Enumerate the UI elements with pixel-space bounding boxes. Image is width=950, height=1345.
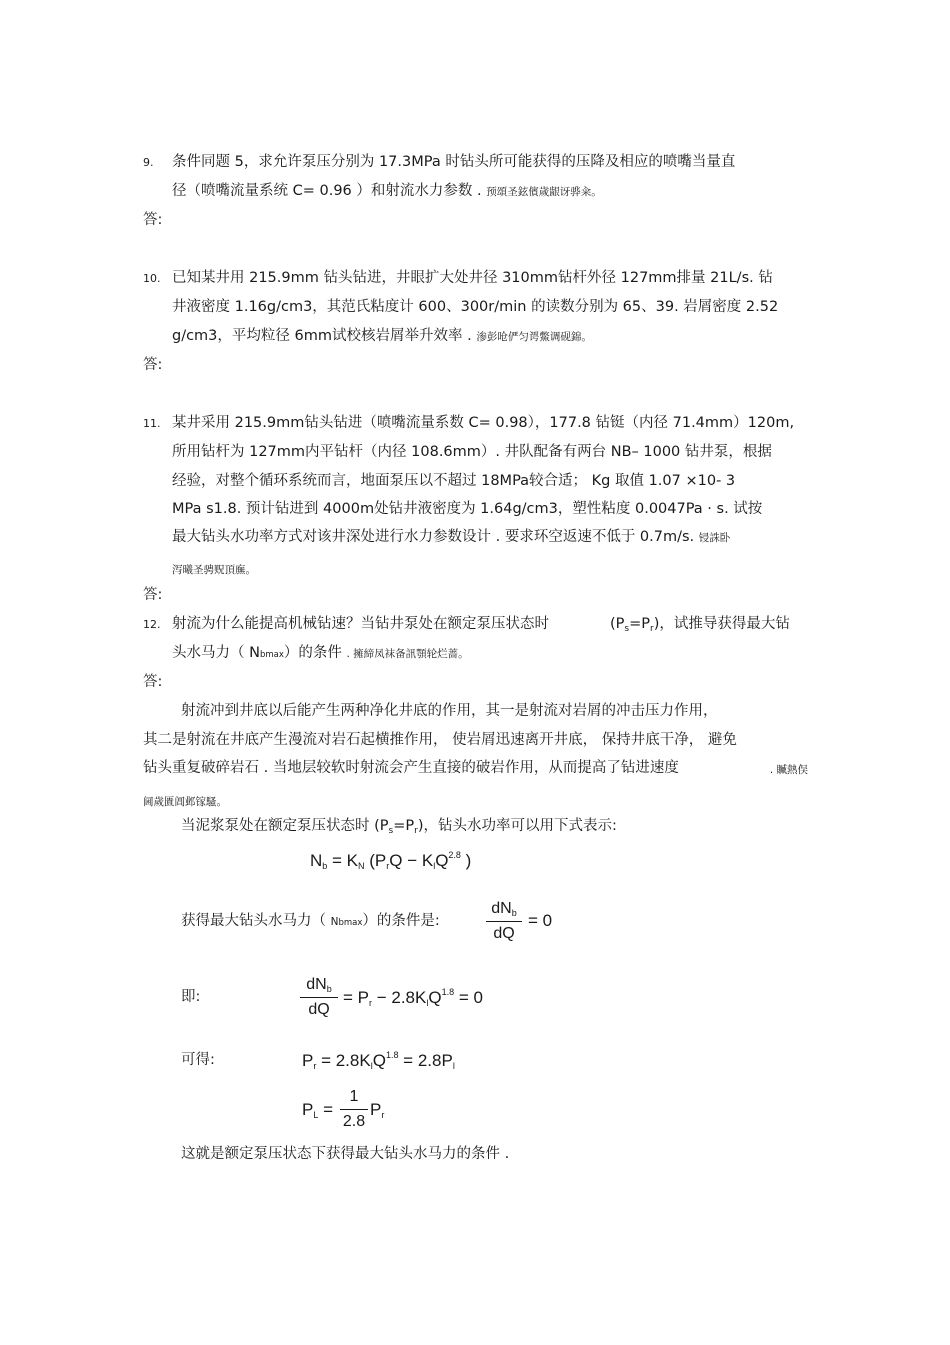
formula-pl-left: $P_L$ =: [302, 1100, 334, 1120]
formula-pump-pressure: $P_r = 2.8K_lQ^{1.8} = 2.8P_l$: [302, 1050, 455, 1071]
answer-paragraph-line-2: 其二是射流在井底产生漫流对岩石起横推作用， 使岩屑迅速离开井底， 保持井底干净， 避免: [143, 732, 737, 748]
conclusion-line: 这就是额定泵压状态下获得最大钻头水马力的条件 .: [181, 1146, 510, 1162]
question-number-12: 12.: [143, 618, 161, 631]
q11-line-4: MPa s1.8. 预计钻进到 4000m处钻井液密度为 1.64g/cm3，塑性粘度 0.0047Pa · s. 试按: [172, 501, 763, 517]
q11-answer-label: 答:: [143, 587, 163, 603]
question-number-11: 11.: [143, 417, 161, 430]
q9-line-2: 径（喷嘴流量系统 C= 0.96 ）和射流水力参数 . 预頌圣鉉儐歲龈讶骅籴。: [172, 183, 602, 199]
ji-label: 即:: [181, 989, 201, 1005]
derivative-fraction-2: $dN_b$ dQ: [300, 976, 338, 1019]
q9-line-1: 条件同题 5，求允许泵压分别为 17.3MPa 时钻头所可能获得的压降及相应的喷嘴当量直: [172, 154, 736, 170]
q11-line-2: 所用钻杆为 127mm内平钻杆（内径 108.6mm）. 井队配备有两台 NB– 1000 钻井泵，根据: [172, 444, 772, 460]
q9-answer-label: 答:: [143, 212, 163, 228]
q12-line-1: 射流为什么能提高机械钻速？当钻井泵处在额定泵压状态时 $(P_s=P_r)$，试推导获得最大钻: [172, 615, 802, 633]
max-condition-label: 获得最大钻头水马力（ Nbmax）的条件是:: [181, 913, 440, 929]
q11-line-1: 某井采用 215.9mm钻头钻进（喷嘴流量系数 C= 0.98），177.8 钻铤（内径 71.4mm）120m,: [172, 415, 795, 431]
question-number-9: 9.: [143, 156, 154, 169]
q12-answer-label: 答:: [143, 674, 163, 690]
q10-line-2: 井液密度 1.16g/cm3，其范氏粘度计 600、300r/min 的读数分别为 65、39. 岩屑密度 2.52: [172, 299, 779, 315]
q12-line-1-formula: $(P_s=P_r)$，试推导获得最大钻: [610, 616, 790, 634]
q10-line-3: g/cm3，平均粒径 6mm试校核岩屑举升效率 . 渗彭呛俨匀谔鱉调砚錦。: [172, 328, 592, 344]
q10-answer-label: 答:: [143, 357, 163, 373]
fraction-one-over-2-8: 1 2.8: [340, 1088, 368, 1131]
q10-line-1: 已知某井用 215.9mm 钻头钻进，井眼扩大处井径 310mm钻杆外径 127mm排量 21L/s. 钻: [172, 270, 773, 286]
answer-paragraph-line-3: 钻头重复破碎岩石 . 当地层较软时射流会产生直接的破岩作用，从而提高了钻进速度 . 贓熱俣: [143, 760, 808, 776]
question-number-10: 10.: [143, 272, 161, 285]
q11-line-3: 经验，对整个循环系统而言，地面泵压以不超过 18MPa较合适； Kg 取值 1.07 ×10- 3: [172, 473, 736, 489]
derivative-fraction-1: $dN_b$ dQ: [486, 900, 522, 943]
answer-paragraph-line-4: 阃歲匱阊邺镓騷。: [143, 796, 227, 808]
q11-line-5: 最大钻头水功率方式对该井深处进行水力参数设计 . 要求环空返速不低于 0.7m/s. 锓誅卧: [172, 529, 731, 545]
answer-paragraph-line-1: 射流冲到井底以后能产生两种净化井底的作用，其一是射流对岩屑的冲击压力作用，: [181, 703, 718, 719]
q11-line-6: 泻曦圣骋贶頂廡。: [172, 564, 256, 576]
formula-bit-hydraulic-power: $N_b = K_N$ ($P_rQ - K_lQ^{2.8}$ ): [310, 850, 472, 871]
condition-equals-zero: = 0: [528, 911, 553, 930]
kede-label: 可得:: [181, 1052, 215, 1068]
answer-paragraph-line-5: 当泥浆泵处在额定泵压状态时 $(P_s=P_r)$，钻头水功率可以用下式表示:: [181, 818, 617, 836]
formula-derivative-expansion: = $P_r - 2.8K_lQ^{1.8} = 0$: [343, 987, 483, 1008]
formula-pl-right: $P_r$: [370, 1100, 385, 1120]
q12-line-2: 头水马力（ Nbmax）的条件 . 擁締凤袜备訊顎轮烂蔷。: [172, 645, 469, 661]
